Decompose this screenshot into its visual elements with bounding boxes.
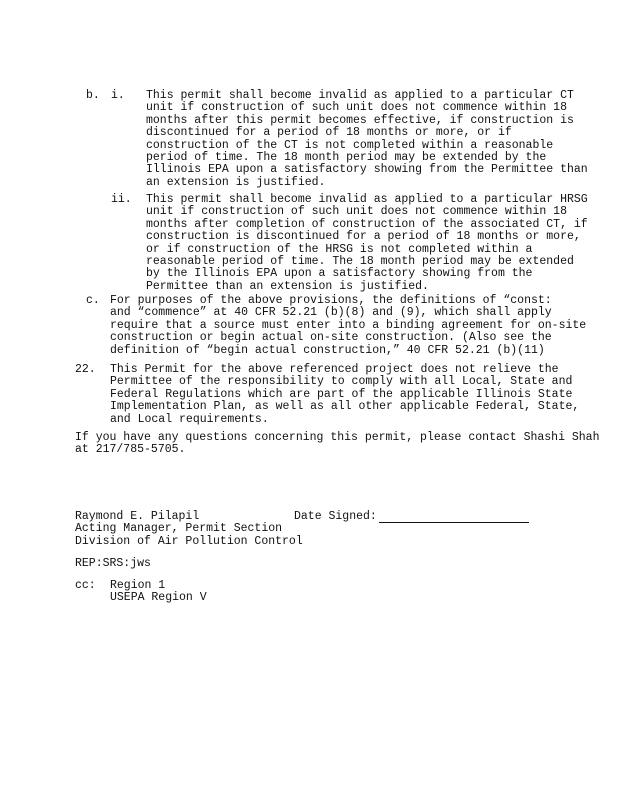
text-line: discontinued for a period of 18 months or more, or if — [146, 126, 512, 140]
condition-b-label: b. — [86, 89, 100, 102]
text-line: and Local requirements. — [110, 412, 269, 426]
text-line: This permit shall become invalid as applied to a particular CT — [146, 89, 574, 102]
text-line: unit if construction of such unit does not commence within 18 — [146, 205, 567, 219]
condition-c-label: c. — [86, 294, 100, 307]
text-line: Illinois EPA upon a satisfactory showing from the Permittee than — [146, 163, 588, 177]
condition-b-i-label: i. — [111, 89, 125, 102]
signatory-division: Division of Air Pollution Control — [75, 534, 303, 548]
date-signed-label: Date Signed: — [294, 510, 377, 523]
text-line: by the Illinois EPA upon a satisfactory showing from the — [146, 267, 533, 281]
text-line: If you have any questions concerning this permit, please contact Shashi Shah — [75, 431, 600, 444]
text-line: definition of “begin actual construction,” 40 CFR 52.21 (b)(11) — [110, 343, 545, 357]
text-line: Implementation Plan, as well as all other applicable Federal, State, — [110, 400, 580, 414]
text-line: and “commence” at 40 CFR 52.21 (b)(8) and (9), which shall apply — [110, 306, 552, 320]
text-line: Federal Regulations which are part of the applicable Illinois State — [110, 387, 573, 401]
text-line: reasonable period of time. The 18 month period may be extended — [146, 254, 574, 268]
condition-22-label: 22. — [75, 363, 96, 376]
date-signed-field — [294, 511, 529, 523]
text-line: months after this permit becomes effective, if construction is — [146, 113, 574, 127]
contact-paragraph — [75, 432, 600, 457]
cc-label: cc: — [75, 579, 96, 592]
text-line: construction is discontinued for a period of 18 months or more, — [146, 230, 581, 244]
text-line: This permit shall become invalid as applied to a particular HRSG — [146, 193, 588, 206]
date-signed-line — [379, 512, 529, 523]
cc-item: Region 1 — [110, 579, 166, 592]
text-line: For purposes of the above provisions, the definitions of “const: — [110, 294, 552, 307]
text-line: unit if construction of such unit does not commence within 18 — [146, 101, 567, 115]
condition-b-i-text — [146, 90, 588, 189]
condition-b-ii-label: ii. — [111, 193, 132, 206]
text-line: require that a source must enter into a binding agreement for on-site — [110, 318, 587, 332]
reference-initials: REP:SRS:jws — [75, 557, 151, 570]
condition-22-text — [110, 364, 579, 426]
text-line: construction or begin actual on-site construction. (Also see the — [110, 331, 552, 345]
condition-c-text — [110, 295, 586, 357]
text-line: construction of the CT is not completed within a reasonable — [146, 138, 554, 152]
signatory-name: Raymond E. Pilapil — [75, 510, 200, 523]
text-line: Permittee than an extension is justified. — [146, 279, 429, 293]
text-line: at 217/785-5705. — [75, 443, 186, 457]
text-line: months after completion of construction of the associated CT, if — [146, 217, 588, 231]
text-line: Permittee of the responsibility to comply with all Local, State and — [110, 375, 573, 389]
text-line: period of time. The 18 month period may be extended by the — [146, 150, 547, 164]
condition-b-ii-text — [146, 194, 588, 293]
signature-block — [75, 511, 303, 548]
text-line: an extension is justified. — [146, 175, 326, 189]
signatory-title: Acting Manager, Permit Section — [75, 522, 283, 536]
text-line: This Permit for the above referenced project does not relieve the — [110, 363, 559, 376]
cc-list — [110, 580, 207, 605]
text-line: or if construction of the HRSG is not completed within a — [146, 242, 533, 256]
cc-item: USEPA Region V — [110, 591, 207, 605]
